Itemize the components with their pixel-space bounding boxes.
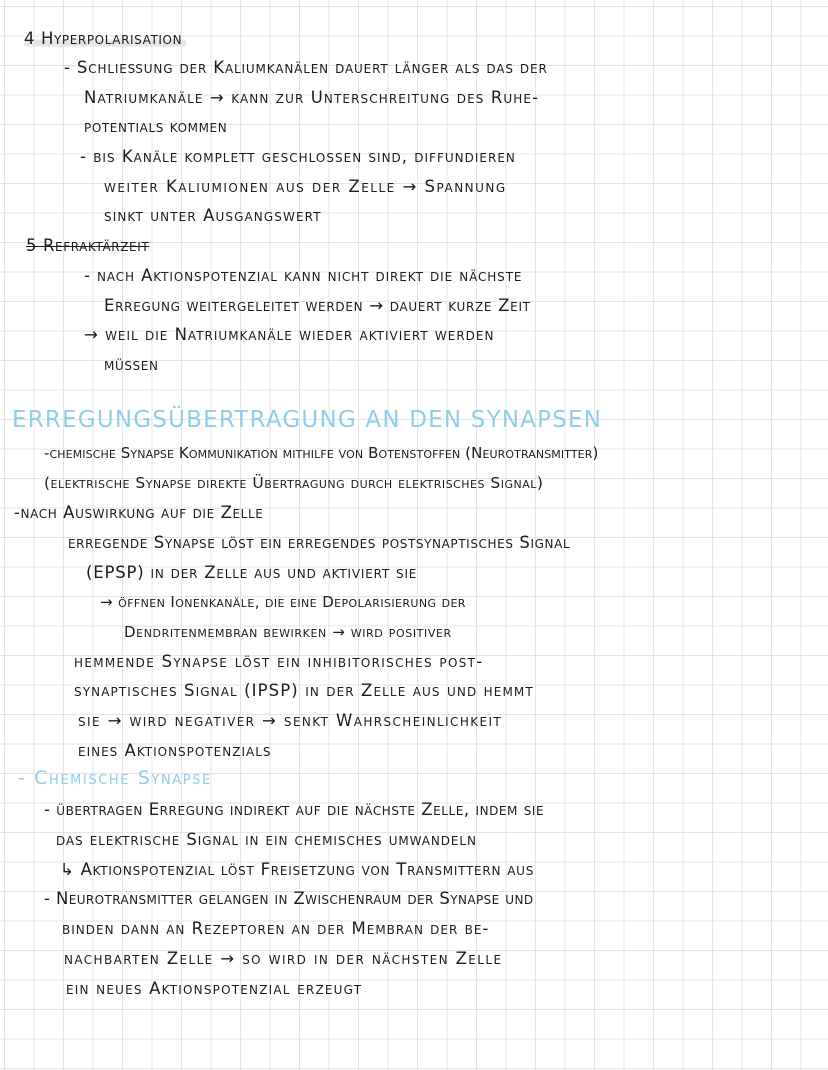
note-line: eines Aktionspotenzials <box>78 741 272 760</box>
note-line: ↳ Aktionspotenzial löst Freisetzung von Transmittern aus <box>60 860 535 879</box>
note-line: - nach Aktionspotenzial kann nicht direkt die nächste <box>84 266 523 285</box>
note-line: erregende Synapse löst ein erregendes postsynaptisches Signal <box>68 533 571 552</box>
heading-refraktaerzeit: 5 Refraktärzeit <box>26 236 150 255</box>
note-line: - Schließung der Kaliumkanälen dauert länger als das der <box>64 58 548 77</box>
note-line: das elektrische Signal in ein chemisches umwandeln <box>56 830 477 849</box>
note-line: (elektrische Synapse direkte Übertragung durch elektrisches Signal) <box>44 474 544 492</box>
note-line: weiter Kaliumionen aus der Zelle → Spannung <box>104 177 507 196</box>
note-line: Natriumkanäle → kann zur Unterschreitung des Ruhe- <box>84 88 540 107</box>
note-line: - bis Kanäle komplett geschlossen sind, diffundieren <box>80 147 516 166</box>
heading-chemische-synapse: - Chemische Synapse <box>18 767 212 789</box>
note-line: → öffnen Ionenkanäle, die eine Depolarisierung der <box>100 593 466 611</box>
note-line: sinkt unter Ausgangswert <box>104 206 322 225</box>
heading-hyperpolarisation: 4 Hyperpolarisation <box>24 27 186 51</box>
note-line: Erregung weitergeleitet werden → dauert kurze Zeit <box>104 296 531 315</box>
note-line: Dendritenmembran bewirken → wird positiver <box>124 623 452 641</box>
note-line: ein neues Aktionspotenzial erzeugt <box>66 979 363 998</box>
note-line: - Neurotransmitter gelangen in Zwischenraum der Synapse und <box>44 889 534 908</box>
note-line: - übertragen Erregung indirekt auf die nächste Zelle, indem sie <box>44 800 545 819</box>
note-line: potentials kommen <box>84 117 228 136</box>
title-erregungsuebertragung: ERREGUNGSÜBERTRAGUNG AN DEN SYNAPSEN <box>12 407 603 433</box>
note-line: -chemische Synapse Kommunikation mithilfe von Botenstoffen (Neurotransmitter) <box>44 444 599 462</box>
note-line: hemmende Synapse löst ein inhibitorisches post- <box>74 652 484 671</box>
note-line: -nach Auswirkung auf die Zelle <box>14 503 264 522</box>
note-line: → weil die Natriumkanäle wieder aktiviert werden <box>84 325 495 344</box>
note-line: binden dann an Rezeptoren an der Membran der be- <box>62 919 490 938</box>
note-line: (EPSP) in der Zelle aus und aktiviert sie <box>86 563 418 582</box>
note-line: nachbarten Zelle → so wird in der nächsten Zelle <box>64 949 503 968</box>
note-line: müssen <box>104 355 159 374</box>
note-line: synaptisches Signal (IPSP) in der Zelle aus und hemmt <box>74 681 534 700</box>
note-line: sie → wird negativer → senkt Wahrscheinlichkeit <box>78 711 503 730</box>
